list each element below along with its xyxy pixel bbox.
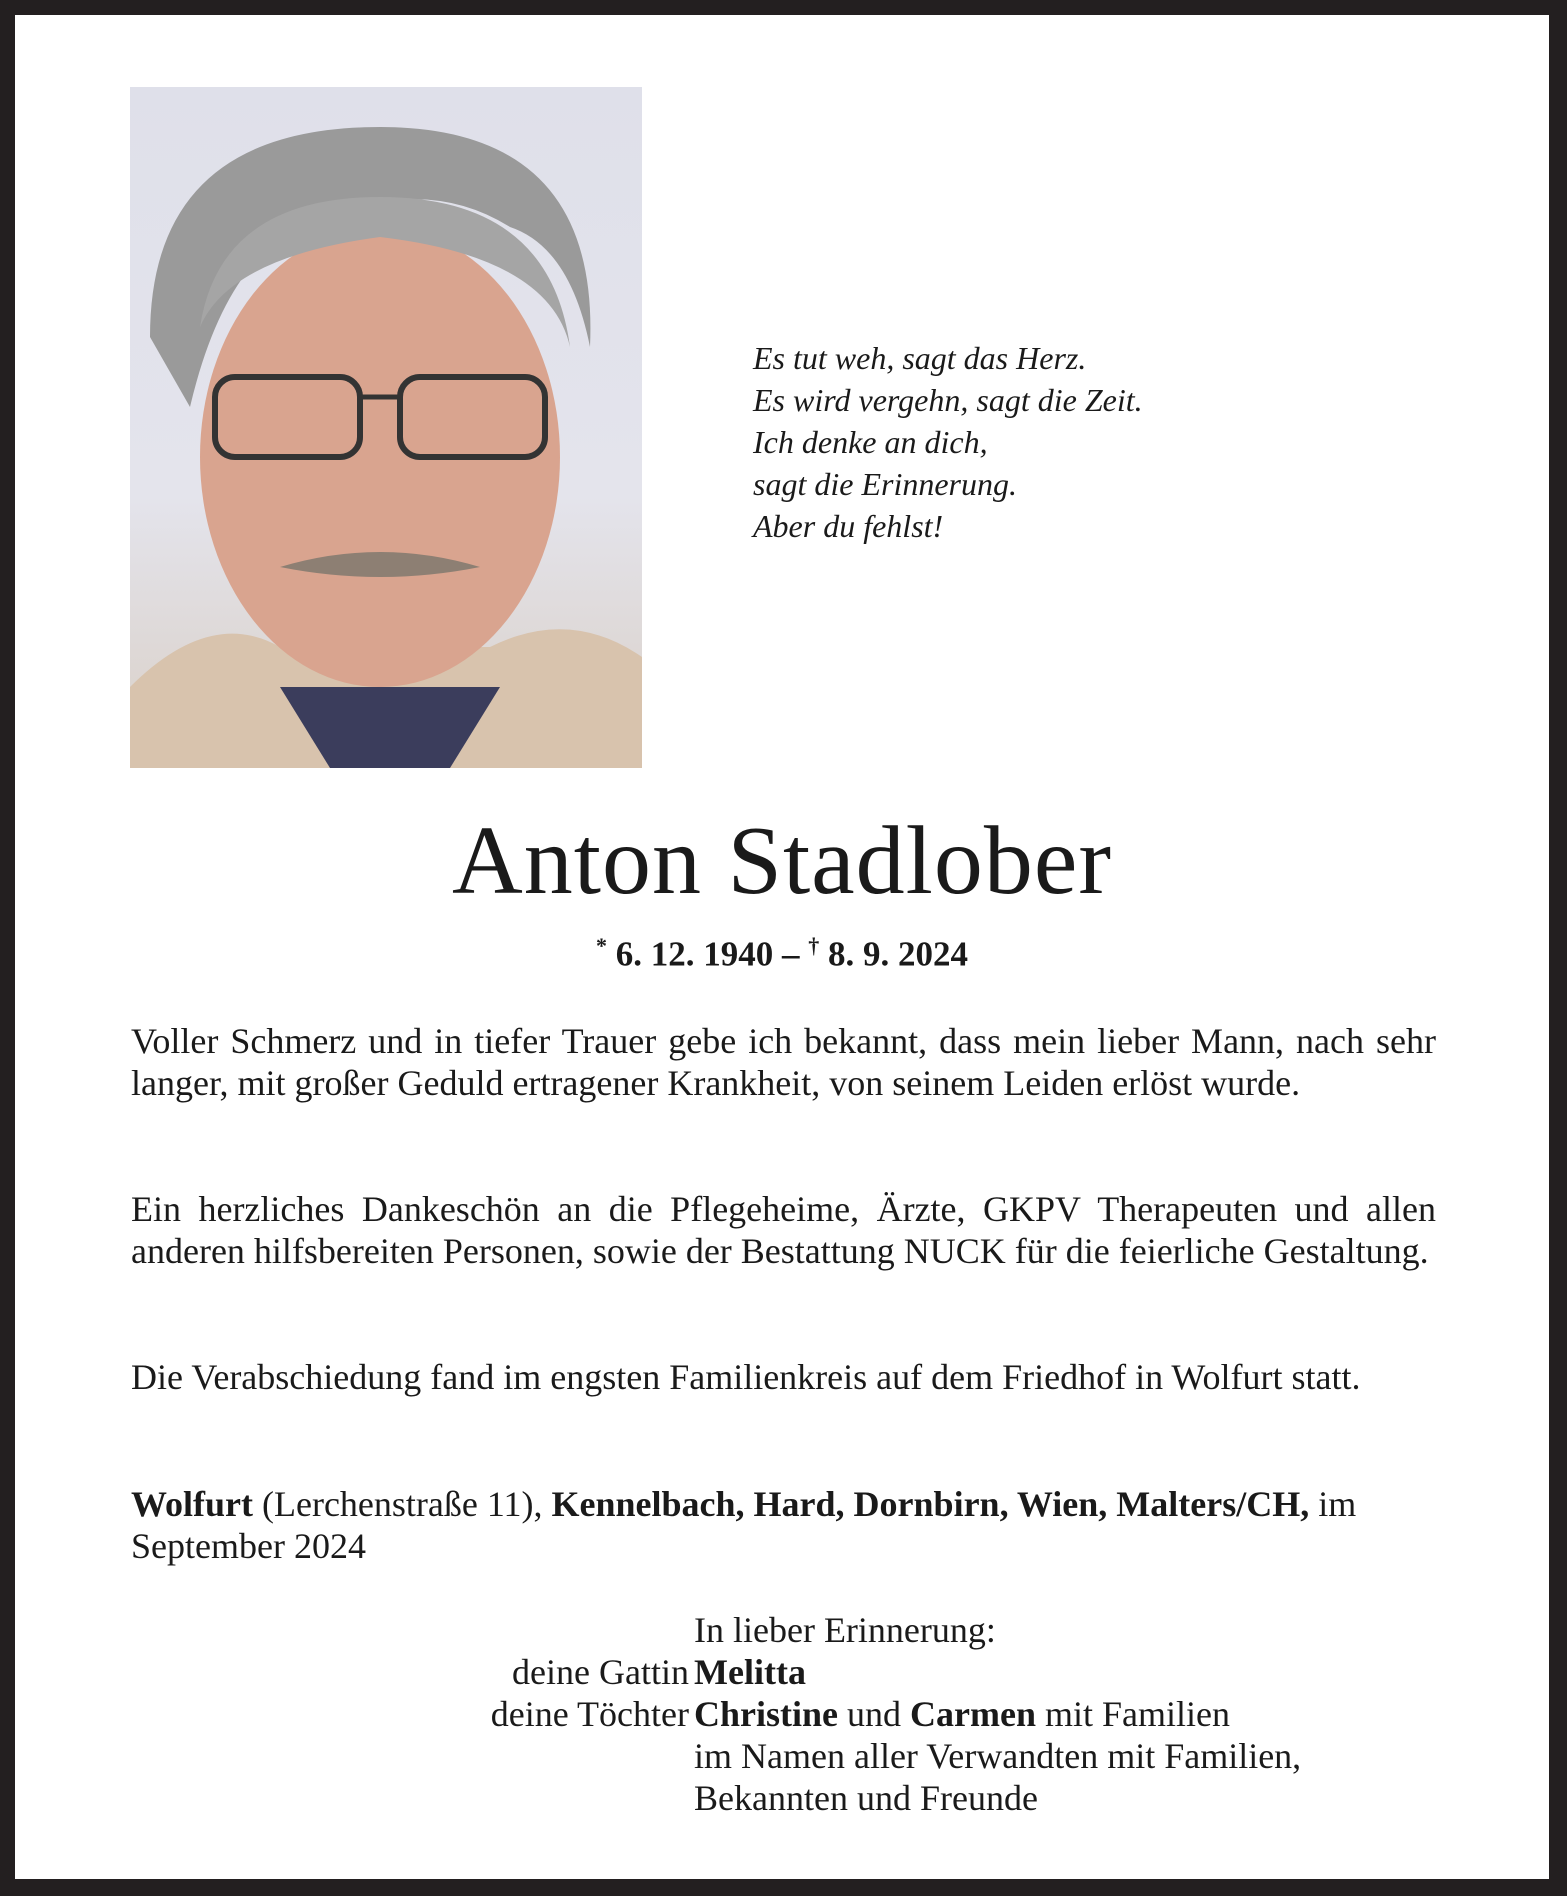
signature-line: im Namen aller Verwandten mit Familien,	[694, 1736, 1302, 1776]
wife-name: Melitta	[694, 1652, 806, 1692]
announcement-paragraph: Voller Schmerz und in tiefer Trauer gebe ich bekannt, dass mein lieber Mann, nach sehr langer, mit großer Geduld ertragener Krankheit, von seinem Leiden erlöst wurde.	[131, 1021, 1436, 1103]
portrait-illustration	[130, 87, 642, 768]
label-daughters: deine Töchter	[490, 1694, 689, 1734]
poem-line: Aber du fehlst!	[753, 508, 944, 544]
death-symbol: †	[808, 933, 820, 958]
address: (Lerchenstraße 11),	[253, 1484, 552, 1524]
obituary-page	[15, 15, 1549, 1879]
portrait-photo	[130, 87, 642, 768]
thanks-paragraph: Ein herzliches Dankeschön an die Pflegeheime, Ärzte, GKPV Therapeuten und allen anderen hilfsbereiten Personen, sowie der Bestattung NUCK für die feierliche Gestaltung.	[131, 1189, 1436, 1271]
town: Wolfurt	[131, 1484, 253, 1524]
signature-line: Bekannten und Freunde	[694, 1778, 1038, 1818]
daughter-name: Christine	[694, 1694, 838, 1734]
date-text: im September 2024	[131, 1484, 1357, 1566]
place-date-line	[131, 1483, 1436, 1567]
birth-symbol: *	[596, 933, 607, 958]
poem	[753, 337, 1143, 547]
poem-line: Es wird vergehn, sagt die Zeit.	[753, 382, 1143, 418]
other-towns: Kennelbach, Hard, Dornbirn, Wien, Malters/CH,	[551, 1484, 1310, 1524]
signature-names	[694, 1609, 1301, 1819]
daughter-name: Carmen	[910, 1694, 1036, 1734]
poem-line: Ich denke an dich,	[753, 424, 988, 460]
farewell-paragraph: Die Verabschiedung fand im engsten Familienkreis auf dem Friedhof in Wolfurt statt.	[131, 1357, 1361, 1397]
date-separator: –	[773, 934, 809, 974]
label-wife: deine Gattin	[512, 1652, 689, 1692]
signature-intro: In lieber Erinnerung:	[694, 1610, 996, 1650]
poem-line: Es tut weh, sagt das Herz.	[753, 340, 1087, 376]
signature-labels	[491, 1651, 689, 1735]
death-date: 8. 9. 2024	[828, 934, 968, 974]
birth-date: 6. 12. 1940	[615, 934, 774, 974]
with-families: mit Familien	[1035, 1694, 1230, 1734]
deceased-name: Anton Stadlober	[451, 807, 1113, 915]
life-dates	[15, 933, 1549, 975]
poem-line: sagt die Erinnerung.	[753, 466, 1017, 502]
conjunction: und	[838, 1694, 910, 1734]
